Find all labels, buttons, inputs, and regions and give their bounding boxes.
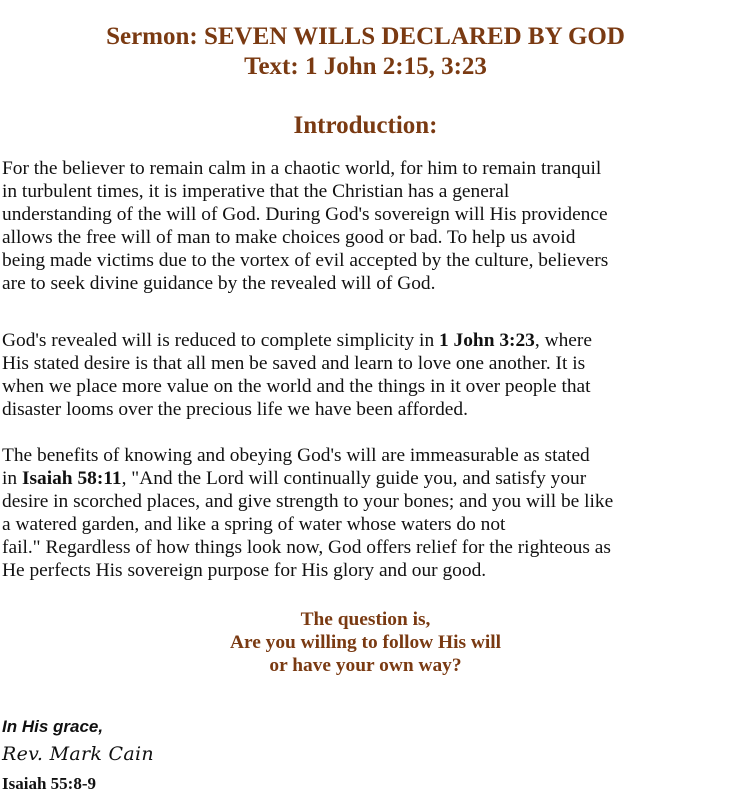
paragraph-2-line: disaster looms over the precious life we have been afforded. <box>2 399 468 420</box>
scripture-reference-isaiah: Isaiah 58:11 <box>21 468 122 489</box>
signature-closing: In His grace, <box>2 717 104 736</box>
sermon-title: Sermon: SEVEN WILLS DECLARED BY GOD <box>106 23 625 50</box>
paragraph-3-text: in <box>2 468 22 489</box>
paragraph-3 <box>2 444 730 582</box>
paragraph-1-line: allows the free will of man to make choices good or bad. To help us avoid <box>2 227 576 248</box>
signature-reference: Isaiah 55:8-9 <box>2 774 96 793</box>
scripture-reference-1john: 1 John 3:23 <box>438 330 535 351</box>
paragraph-3-line: desire in scorched places, and give strength to your bones; and you will be like <box>2 491 614 512</box>
question-line: Are you willing to follow His will <box>229 632 502 653</box>
paragraph-1-line: in turbulent times, it is imperative that the Christian has a general <box>2 181 510 202</box>
paragraph-2-text: God's revealed will is reduced to complete simplicity in <box>2 330 439 351</box>
paragraph-3-line: fail." Regardless of how things look now, God offers relief for the righteous as <box>2 537 611 558</box>
paragraph-1-line: being made victims due to the vortex of evil accepted by the culture, believers <box>2 250 609 271</box>
question-line: The question is, <box>300 609 431 630</box>
paragraph-3-line: The benefits of knowing and obeying God's will are immeasurable as stated <box>2 445 590 466</box>
paragraph-1-line: understanding of the will of God. During God's sovereign will His providence <box>2 204 608 225</box>
paragraph-3-line <box>2 467 730 490</box>
sermon-text-reference: Text: 1 John 2:15, 3:23 <box>244 53 487 80</box>
question-line: or have your own way? <box>269 655 462 676</box>
closing-question <box>0 608 731 677</box>
paragraph-1 <box>2 157 730 295</box>
paragraph-2-line: when we place more value on the world and the things in it over people that <box>2 376 591 397</box>
paragraph-1-line: For the believer to remain calm in a chaotic world, for him to remain tranquil <box>2 158 602 179</box>
paragraph-1-line: are to seek divine guidance by the revealed will of God. <box>2 273 436 294</box>
paragraph-3-line: a watered garden, and like a spring of water whose waters do not <box>2 514 506 535</box>
introduction-heading: Introduction: <box>293 112 438 139</box>
paragraph-2-line <box>2 329 730 352</box>
paragraph-2-line: His stated desire is that all men be saved and learn to love one another. It is <box>2 353 586 374</box>
signature-name: Rev. Mark Cain <box>2 743 154 765</box>
paragraph-3-line: He perfects His sovereign purpose for His glory and our good. <box>2 560 487 581</box>
paragraph-2 <box>2 329 730 421</box>
paragraph-2-text: , where <box>534 330 592 351</box>
paragraph-3-text: , "And the Lord will continually guide you, and satisfy your <box>121 468 587 489</box>
